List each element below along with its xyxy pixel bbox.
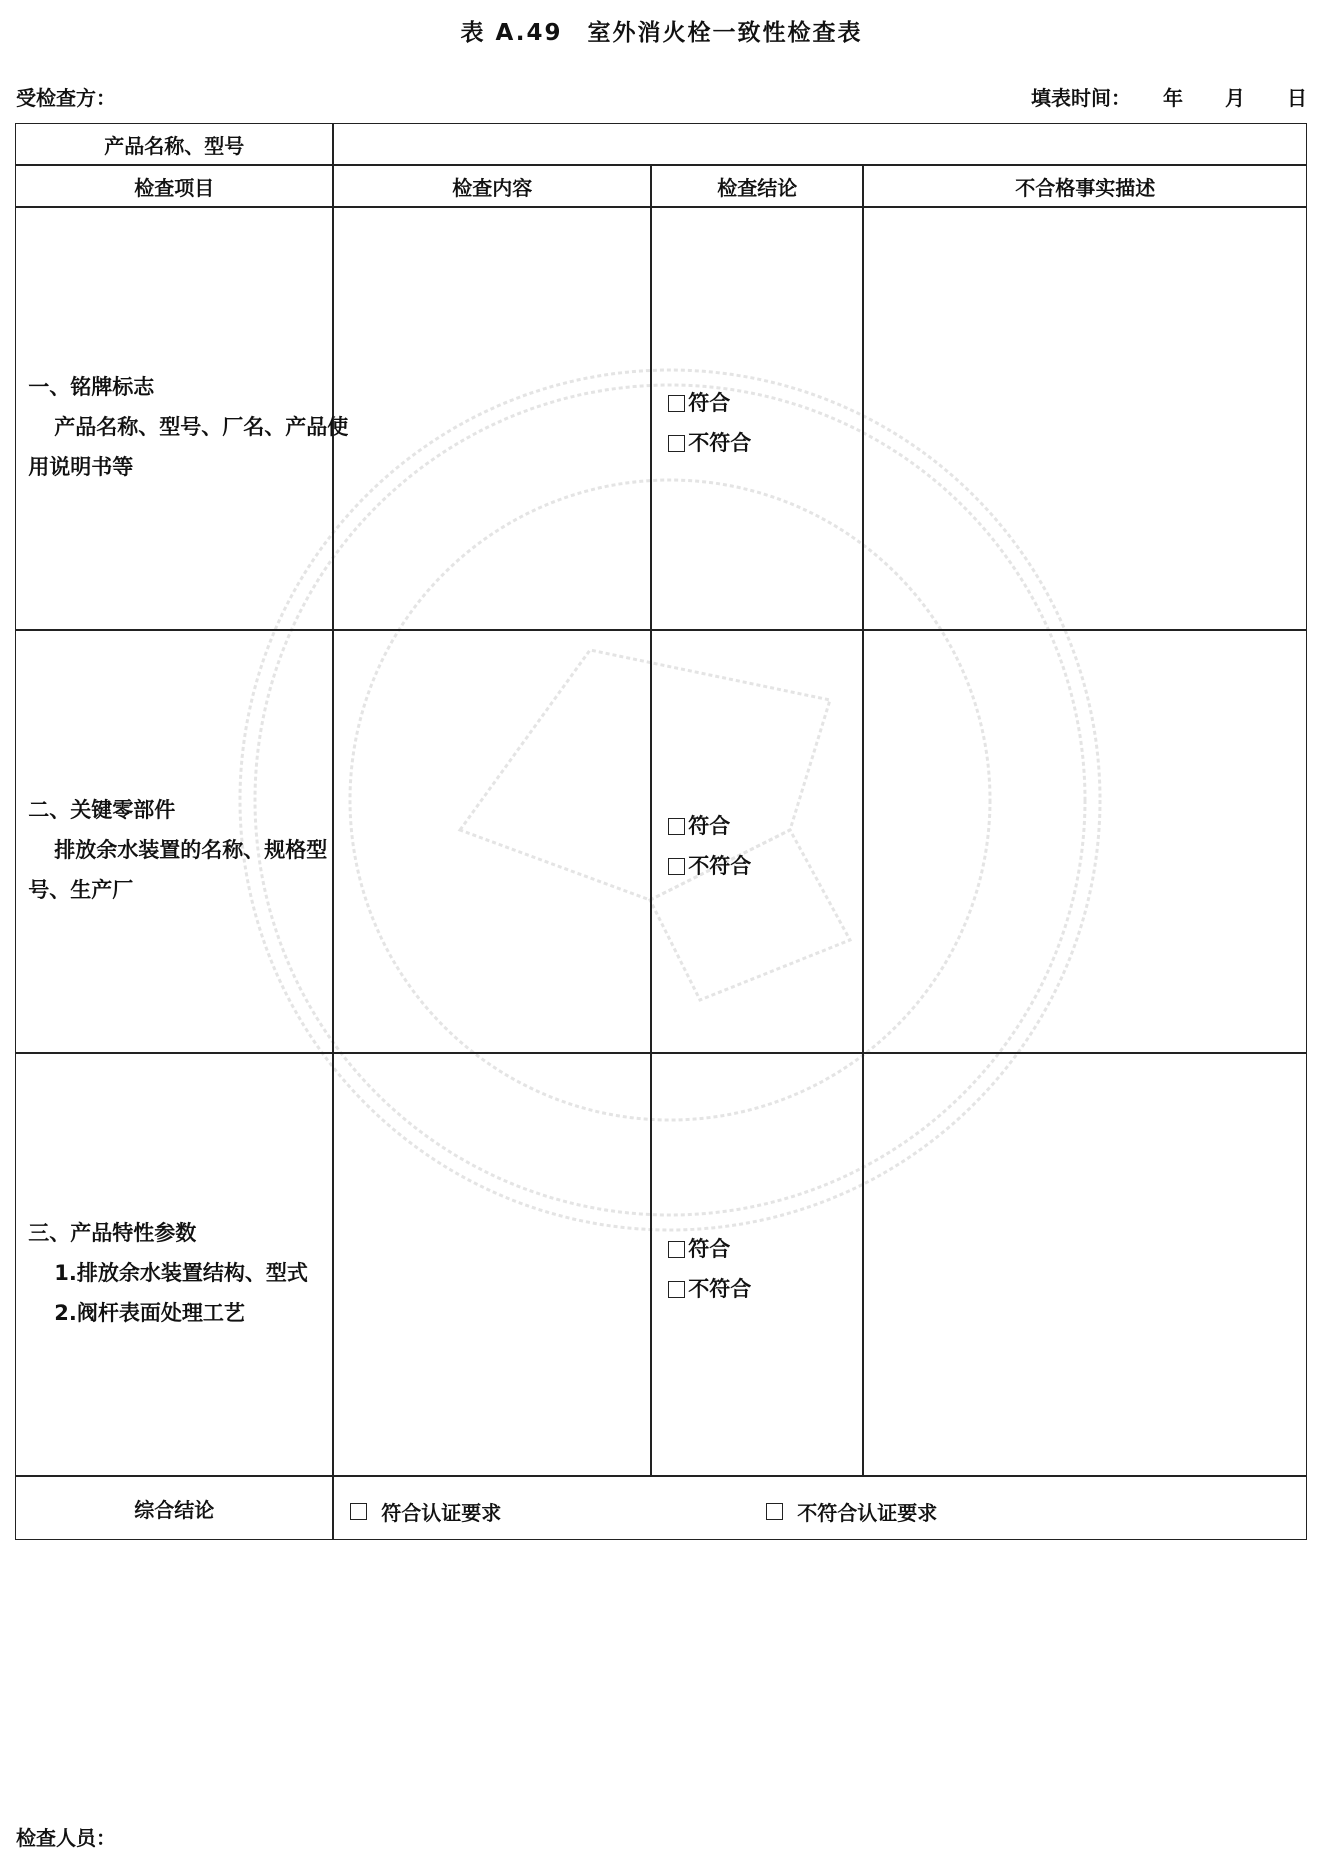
fill-time-day: 日	[1287, 86, 1307, 110]
overall-conclusion-options	[333, 1476, 1307, 1540]
table-row-2-description[interactable]	[863, 630, 1307, 1053]
table-row-2-item	[15, 630, 333, 1053]
row-1-item-line-3: 用说明书等	[28, 455, 134, 480]
table-row-1-description[interactable]	[863, 207, 1307, 630]
table-row-3-item	[15, 1053, 333, 1476]
row-3-conform-checkbox[interactable]: 符合	[668, 1229, 751, 1269]
fill-time	[1031, 82, 1307, 111]
checkbox-icon	[668, 435, 685, 452]
row-3-nonconform-checkbox[interactable]: 不符合	[668, 1269, 751, 1309]
checkbox-icon	[668, 1241, 685, 1258]
row-3-item-line-2: 1.排放余水装置结构、型式	[54, 1261, 308, 1286]
row-2-conform-checkbox[interactable]: 符合	[668, 806, 751, 846]
inspected-party-label: 受检查方：	[16, 86, 116, 110]
row-2-item-title: 二、关键零部件	[28, 798, 176, 823]
header-inspection-item: 检查项目	[15, 165, 333, 207]
inspector-label: 检查人员：	[16, 1826, 116, 1850]
table-row-1-item	[15, 207, 349, 630]
row-1-item-title: 一、铭牌标志	[28, 375, 155, 400]
checkbox-icon	[350, 1503, 367, 1520]
fill-time-label: 填表时间：	[1031, 86, 1131, 110]
header-nonconformity-description: 不合格事实描述	[863, 165, 1307, 207]
table-row-1-conclusion	[651, 207, 863, 630]
checkbox-icon	[668, 858, 685, 875]
checkbox-icon	[766, 1503, 783, 1520]
table-row-3-content[interactable]	[333, 1053, 651, 1476]
header-inspection-conclusion: 检查结论	[651, 165, 863, 207]
row-1-item-line-2: 产品名称、型号、厂名、产品使	[54, 415, 349, 440]
row-3-item-title: 三、产品特性参数	[28, 1221, 197, 1246]
table-row-3-conclusion	[651, 1053, 863, 1476]
row-1-nonconform-checkbox[interactable]: 不符合	[668, 423, 751, 463]
table-row-2-conclusion	[651, 630, 863, 1053]
row-1-conform-checkbox[interactable]: 符合	[668, 383, 751, 423]
row-2-item-line-2: 排放余水装置的名称、规格型	[54, 838, 328, 863]
overall-conclusion-label: 综合结论	[15, 1476, 333, 1540]
table-row-1-content[interactable]	[333, 207, 651, 630]
row-2-item-line-3: 号、生产厂	[28, 878, 134, 903]
header-inspection-content: 检查内容	[333, 165, 651, 207]
checkbox-icon	[668, 395, 685, 412]
table-row-3-description[interactable]	[863, 1053, 1307, 1476]
table-row-2-content[interactable]	[333, 630, 651, 1053]
row-2-nonconform-checkbox[interactable]: 不符合	[668, 846, 751, 886]
fill-time-year: 年	[1163, 86, 1183, 110]
product-name-value-cell[interactable]	[333, 123, 1307, 165]
product-name-label-cell: 产品名称、型号	[15, 123, 333, 165]
fill-time-month: 月	[1225, 86, 1245, 110]
checkbox-icon	[668, 818, 685, 835]
page-title: 表 A.49 室外消火栓一致性检查表	[460, 20, 863, 46]
overall-conform-checkbox[interactable]: 符合认证要求	[350, 1497, 501, 1526]
inspection-table	[16, 124, 1308, 1808]
checkbox-icon	[668, 1281, 685, 1298]
row-3-item-line-3: 2.阀杆表面处理工艺	[54, 1301, 245, 1326]
overall-nonconform-checkbox[interactable]: 不符合认证要求	[766, 1497, 937, 1526]
